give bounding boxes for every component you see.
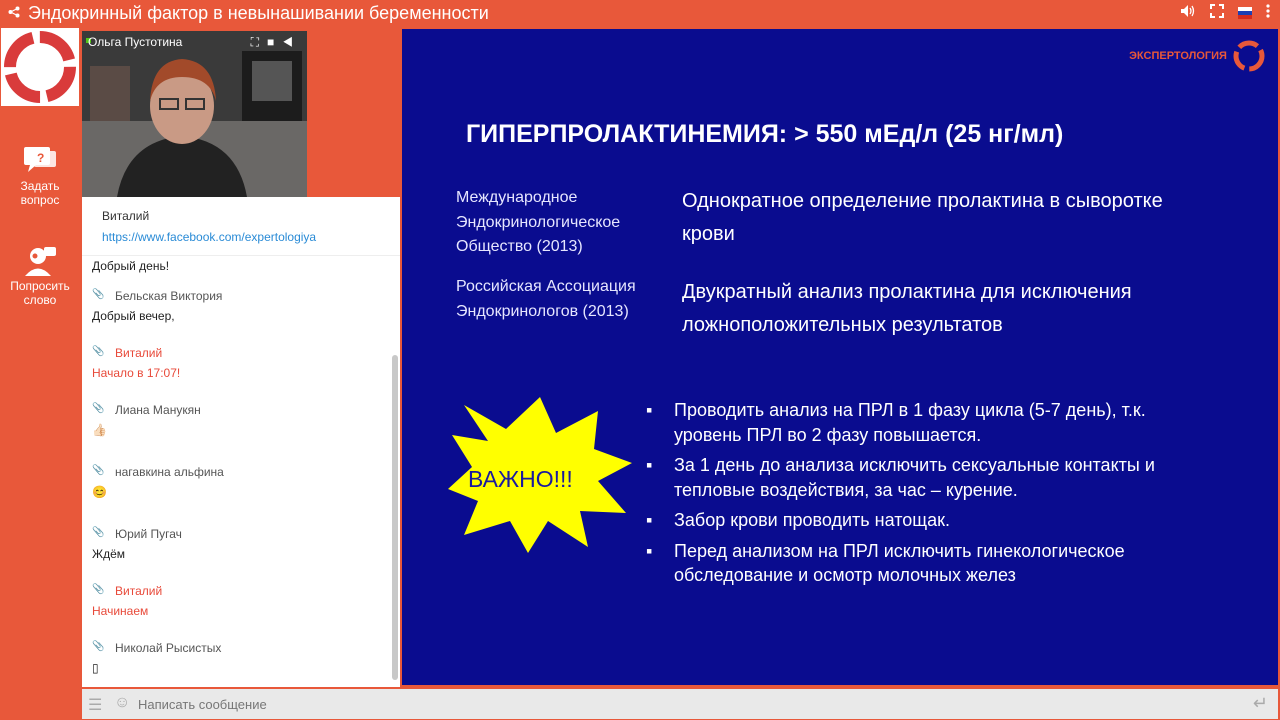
volume-icon[interactable] [1180,4,1196,21]
video-frame [82,31,307,197]
bullet-item: ▪ Перед анализом на ПРЛ исключить гинекологическое обследование и осмотр молочных желез [646,539,1216,588]
send-icon[interactable]: ↵ [1252,693,1268,713]
menu-icon[interactable]: ☰ [88,697,103,714]
pinned-author: Виталий [102,209,150,223]
message-author[interactable]: 📎 Николай Рысистых [92,641,392,655]
volume-icon[interactable]: ◀ [282,35,301,49]
request-floor-label: Попросить слово [10,279,70,307]
share-icon[interactable] [8,5,20,21]
message-author[interactable]: 📎 Виталий [92,584,392,598]
fullscreen-icon[interactable] [1210,4,1224,21]
left-sidebar [0,27,80,720]
message-text: Начало в 17:07! [92,366,181,380]
speaker-name: Ольга Пустотина [88,35,183,49]
message-text: 👍🏻 [92,423,107,437]
message-text: Добрый вечер, [92,309,175,323]
message-text: Начинаем [92,604,149,618]
desc-line: крови [682,223,735,245]
chat-message [92,346,392,380]
message-input-bar [82,689,1278,719]
org-line: Российская Ассоциация [456,278,636,295]
desc-line: Двукратный анализ пролактина для исключения [682,281,1132,303]
important-starburst [448,397,634,553]
ask-question-button[interactable] [0,145,80,207]
message-author[interactable]: 📎 Юрий Пугач [92,527,392,541]
chat-message [92,527,392,561]
message-author[interactable]: 📎 Лиана Манукян [92,403,392,417]
slide-brand-logo [1129,39,1266,73]
org-line: Общество (2013) [456,238,583,255]
brand-text: ЭКСПЕРТОЛОГИЯ [1129,49,1227,62]
slide-title: ГИПЕРПРОЛАКТИНЕМИЯ: > 550 мЕд/л (25 нг/мл) [466,120,1064,148]
pinned-link[interactable]: https://www.facebook.com/expertologiya [102,230,317,244]
chat-question-icon [22,145,58,175]
bullet-item: ▪ Забор крови проводить натощак. [646,508,1216,533]
chat-scrollbar[interactable] [392,355,398,680]
org-line: Эндокринологов (2013) [456,302,629,320]
emoji-icon[interactable]: ☺ [114,694,131,711]
organization-label [456,275,636,324]
organization-label [456,186,620,260]
language-flag-icon[interactable] [1238,7,1252,19]
message-author[interactable]: 📎 Бельская Виктория [92,289,392,303]
speaker-person-icon [22,245,58,275]
message-text: Добрый день! [92,259,170,273]
chat-message [92,465,392,499]
desc-line: Однократное определение пролактина в сыворотке [682,190,1163,212]
message-text: 😊 [92,485,107,499]
chat-message [92,403,392,437]
brand-logo-icon [1232,39,1266,73]
chat-message [92,584,392,618]
bullet-item: ▪ За 1 день до анализа исключить сексуальные контакты и тепловые воздействия, за час – курение. [646,453,1216,502]
chat-message [92,641,392,675]
desc-line: ложноположительных результатов [682,314,1003,336]
message-text: Ждём [92,547,126,561]
recommendation-text [682,276,1132,342]
message-text: ▯ [92,661,99,675]
bullet-item: ▪ Проводить анализ на ПРЛ в 1 фазу цикла (5-7 день), т.к. уровень ПРЛ во 2 фазу повышается. [646,398,1216,447]
window-title: Эндокринный фактор в невынашивании беременности [28,3,489,23]
org-line: Эндокринологическое [456,213,621,231]
chat-message [92,253,392,273]
chat-panel [82,197,400,687]
important-label: ВАЖНО!!! [468,466,573,492]
presentation-slide [402,29,1278,685]
message-author[interactable]: 📎 нагавкина альфина [92,465,392,479]
message-input[interactable]: Написать сообщение [138,697,267,712]
message-author[interactable]: 📎 Виталий [92,346,392,360]
expand-icon[interactable]: ⛶ [250,35,268,49]
svg-text:?: ? [37,151,45,165]
instructions-list [646,398,1216,594]
recommendation-text [682,185,1163,251]
org-line: Международное [456,189,578,206]
pinned-message [82,197,400,256]
title-bar [0,0,1280,27]
video-feed[interactable] [82,31,307,197]
request-floor-button[interactable] [0,245,80,307]
expertologiya-logo [1,28,79,106]
camera-icon[interactable]: ■ [267,35,283,49]
ask-question-label: Задать вопрос [20,179,60,207]
chat-message [92,289,392,323]
video-controls[interactable] [251,35,301,50]
more-icon[interactable] [1266,4,1270,21]
